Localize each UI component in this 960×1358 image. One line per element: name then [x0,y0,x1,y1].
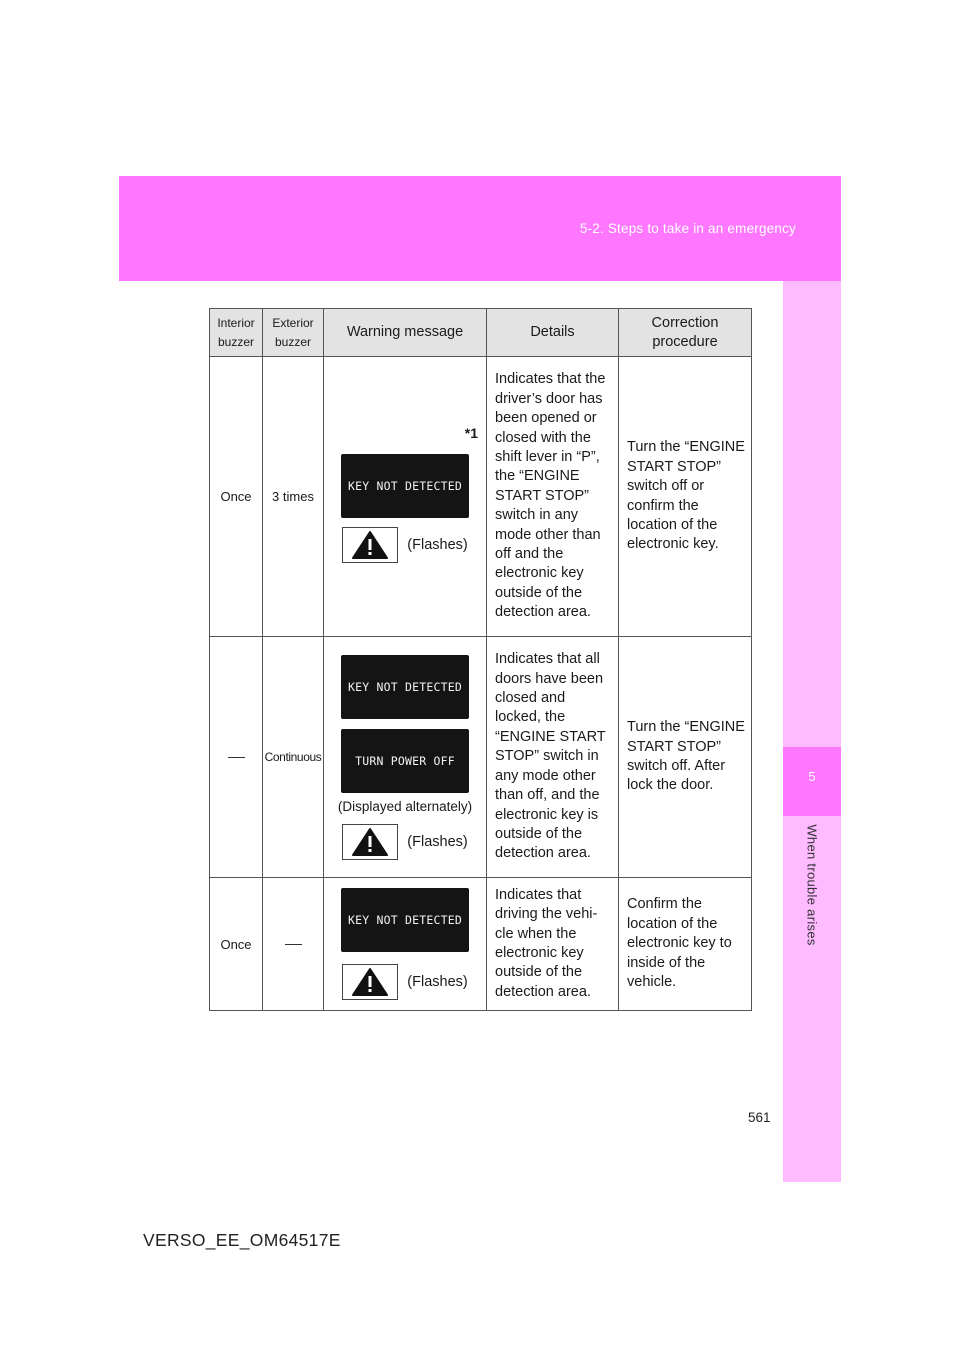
exterior-buzzer-cell [263,878,324,1011]
table-row [210,637,752,878]
dash-mark [285,944,302,946]
table-row [210,357,752,637]
warning-triangle-icon [342,964,398,1000]
chapter-number: 5 [783,747,841,816]
flash-label: (Flashes) [407,537,468,553]
flash-indicator [324,824,486,860]
correction-cell: Turn the “ENGINE START STOP” switch off. After lock the door. [619,637,752,878]
dash-mark [228,757,245,759]
exterior-buzzer-cell: Continuous [263,637,324,878]
interior-buzzer-cell: Once [210,878,263,1011]
col-correction-procedure: Correction procedure [619,309,752,357]
side-tab [783,281,841,1182]
col-warning-message: Warning message [324,309,487,357]
details-cell: Indicates that the driver’s door has been opened or closed with the shift lever in “P”, the “ENGINE START STOP” switch in any mode other than off and the electronic key outside of the detection area. [487,357,619,637]
interior-buzzer-cell [210,637,263,878]
header-band [119,176,841,281]
col-interior-buzzer: Interior buzzer [210,309,263,357]
multi-info-display: KEY NOT DETECTED [341,888,469,952]
interior-buzzer-cell: Once [210,357,263,637]
multi-info-display: KEY NOT DETECTED [341,655,469,719]
flash-indicator [324,964,486,1000]
document-code: VERSO_EE_OM64517E [143,1230,341,1250]
warning-table [209,308,752,1011]
warning-triangle-icon [342,527,398,563]
page-number: 561 [748,1110,771,1125]
details-cell: Indicates that driving the vehi-cle when the electronic key outside of the detection area. [487,878,619,1011]
table-header-row [210,309,752,357]
correction-cell: Turn the “ENGINE START STOP” switch off or confirm the location of the electronic key. [619,357,752,637]
exterior-buzzer-cell: 3 times [263,357,324,637]
alternate-label: (Displayed alternately) [337,798,473,814]
warning-message-cell [324,637,487,878]
multi-info-display-alt: TURN POWER OFF [341,729,469,793]
warning-message-cell [324,878,487,1011]
flash-label: (Flashes) [407,833,468,850]
multi-info-display: KEY NOT DETECTED [341,454,469,518]
correction-cell: Confirm the location of the electronic key to inside of the vehicle. [619,878,752,1011]
chapter-label: When trouble arises [804,824,820,946]
details-cell: Indicates that all doors have been closed and locked, the “ENGINE START STOP” switch in any mode other than off, and the electronic key is outside of the detection area. [487,637,619,878]
warning-triangle-icon [342,824,398,860]
warning-message-cell [324,357,487,637]
flash-indicator [324,527,486,563]
section-title: 5-2. Steps to take in an emergency [579,221,796,236]
flash-label: (Flashes) [407,974,468,990]
table-row [210,878,752,1011]
col-exterior-buzzer: Exterior buzzer [263,309,324,357]
col-details: Details [487,309,619,357]
footnote-marker: *1 [464,425,478,441]
